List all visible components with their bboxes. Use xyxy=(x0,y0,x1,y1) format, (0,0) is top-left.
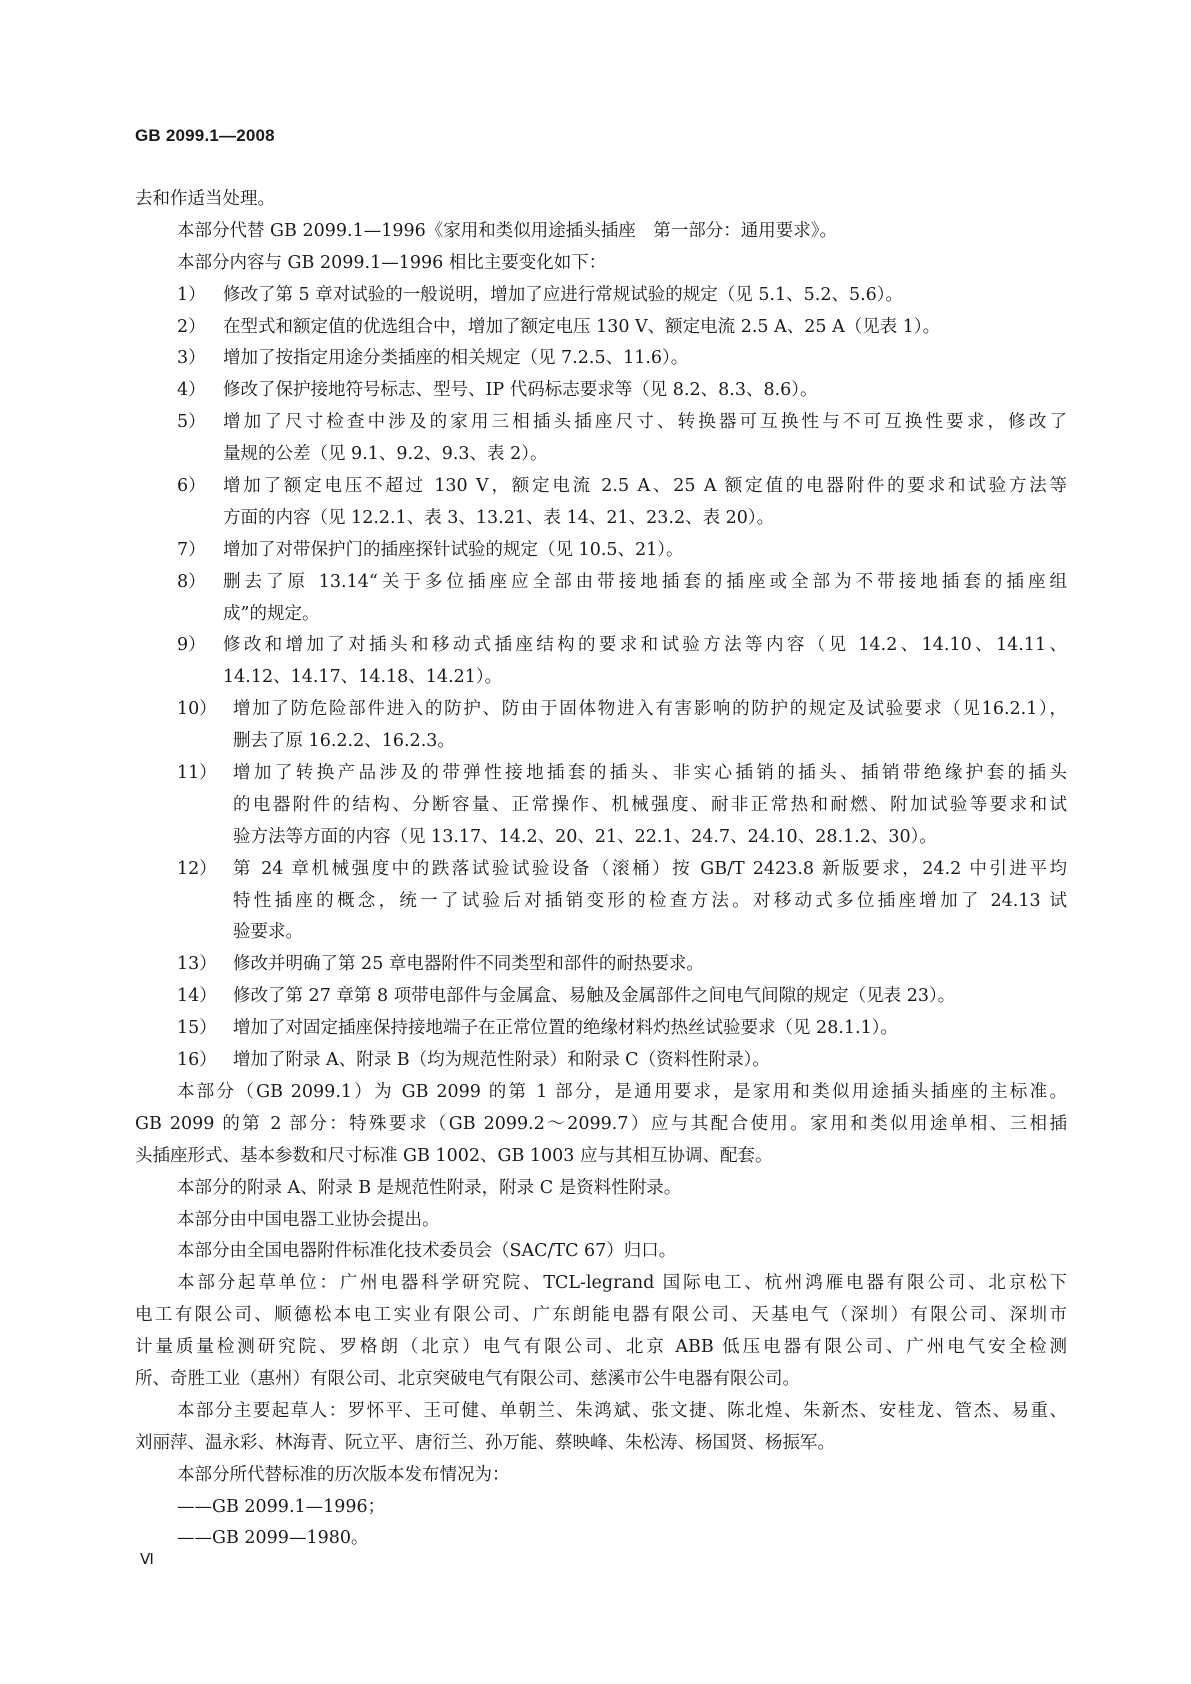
document-code-header: GB 2099.1—2008 xyxy=(135,126,275,145)
text-line: 删去了原 16.2.2、16.2.3。 xyxy=(233,731,455,752)
text-line: 第 24 章机械强度中的跌落试验试验设备（滚桶）按 GB/T 2423.8 新版要求，24.2 中引进平均 xyxy=(233,858,1067,879)
text-line: GB 2099 的第 2 部分：特殊要求（GB 2099.2～2099.7）应与其配合使用。家用和类似用途单相、三相插 xyxy=(135,1113,1067,1134)
text-line: 本部分由中国电器工业协会提出。 xyxy=(177,1209,440,1230)
text-line: ——GB 2099.1—1996； xyxy=(177,1496,386,1517)
text-line: 去和作适当处理。 xyxy=(135,189,275,209)
text-line: 成”的规定。 xyxy=(223,603,320,624)
change-list-item xyxy=(135,1045,1067,1077)
change-list-item xyxy=(135,535,1067,567)
change-list-item xyxy=(135,471,1067,535)
paragraph xyxy=(135,1173,1067,1205)
list-number: 15） xyxy=(177,1018,217,1039)
list-item-text xyxy=(223,471,1067,535)
list-item-text xyxy=(233,758,1067,854)
text-line: 在型式和额定值的优选组合中，增加了额定电压 130 V、额定电流 2.5 A、25 A（见表 1）。 xyxy=(223,316,941,337)
list-number: 16） xyxy=(177,1050,217,1071)
list-number: 6） xyxy=(177,476,206,497)
list-item-text xyxy=(233,981,1067,1013)
text-line: 验要求。 xyxy=(233,922,303,943)
change-list-item xyxy=(135,567,1067,631)
text-line: 本部分的附录 A、附录 B 是规范性附录，附录 C 是资料性附录。 xyxy=(177,1177,682,1198)
text-line: 修改了保护接地符号标志、型号、IP 代码标志要求等（见 8.2、8.3、8.6）。 xyxy=(223,380,818,401)
change-list-item xyxy=(135,312,1067,344)
text-line: 修改了第 5 章对试验的一般说明，增加了应进行常规试验的规定（见 5.1、5.2、5.6）。 xyxy=(223,284,904,305)
paragraph xyxy=(135,1077,1067,1173)
text-line: 删去了原 13.14“关于多位插座应全部由带接地插套的插座或全部为不带接地插套的插座组 xyxy=(223,571,1067,592)
text-line: 本部分代替 GB 2099.1—1996《家用和类似用途插头插座 第一部分：通用要求》。 xyxy=(177,220,837,241)
list-number: 1） xyxy=(177,284,206,305)
text-line: 本部分起草单位：广州电器科学研究院、TCL-legrand 国际电工、杭州鸿雁电器有限公司、北京松下 xyxy=(177,1273,1067,1294)
list-number: 2） xyxy=(177,316,206,337)
list-item-text xyxy=(223,535,1067,567)
list-item-text xyxy=(223,407,1067,471)
text-line: 修改和增加了对插头和移动式插座结构的要求和试验方法等内容（见 14.2、14.10、14.11、 xyxy=(223,635,1067,656)
list-number: 7） xyxy=(177,539,206,560)
text-line: 本部分内容与 GB 2099.1—1996 相比主要变化如下： xyxy=(177,252,607,273)
list-number: 12） xyxy=(177,858,217,879)
document-body xyxy=(135,184,1067,1555)
list-item-text xyxy=(223,343,1067,375)
text-line: 头插座形式、基本参数和尺寸标准 GB 1002、GB 1003 应与其相互协调、配套。 xyxy=(135,1145,773,1166)
list-item-text xyxy=(233,1045,1067,1077)
text-line: 所、奇胜工业（惠州）有限公司、北京突破电气有限公司、慈溪市公牛电器有限公司。 xyxy=(135,1368,800,1389)
text-line: 电工有限公司、顺德松本电工实业有限公司、广东朗能电器有限公司、天基电气（深圳）有限公司、深圳市 xyxy=(135,1305,1067,1326)
paragraph xyxy=(135,184,1067,216)
change-list-item xyxy=(135,758,1067,854)
list-number: 9） xyxy=(177,635,206,656)
text-line: 验方法等方面的内容（见 13.17、14.2、20、21、22.1、24.7、24.10、28.1.2、30）。 xyxy=(233,826,937,847)
text-line: ——GB 2099—1980。 xyxy=(177,1528,369,1549)
change-list-item xyxy=(135,981,1067,1013)
list-number: 5） xyxy=(177,412,206,433)
list-number: 3） xyxy=(177,348,206,369)
text-line: 增加了对带保护门的插座探针试验的规定（见 10.5、21）。 xyxy=(223,539,684,560)
text-line: 计量质量检测研究院、罗格朗（北京）电气有限公司、北京 ABB 低压电器有限公司、广州电气安全检测 xyxy=(135,1337,1067,1358)
text-line: 增加了额定电压不超过 130 V，额定电流 2.5 A、25 A 额定值的电器附件的要求和试验方法等 xyxy=(223,476,1067,497)
text-line: 方面的内容（见 12.2.1、表 3、13.21、表 14、21、23.2、表 20）。 xyxy=(223,507,775,528)
change-list-item xyxy=(135,1013,1067,1045)
paragraph xyxy=(135,1205,1067,1237)
text-line: 本部分由全国电器附件标准化技术委员会（SAC/TC 67）归口。 xyxy=(177,1241,677,1262)
change-list-item xyxy=(135,854,1067,950)
list-number: 14） xyxy=(177,986,217,1007)
text-line: 本部分主要起草人：罗怀平、王可健、单朝兰、朱鸿斌、张文捷、陈北煌、朱新杰、安桂龙、管杰、易重、 xyxy=(177,1400,1067,1421)
paragraph xyxy=(135,216,1067,248)
paragraph xyxy=(135,248,1067,280)
list-item-text xyxy=(223,280,1067,312)
list-number: 4） xyxy=(177,380,206,401)
list-number: 11） xyxy=(177,763,217,784)
list-item-text xyxy=(223,375,1067,407)
text-line: 增加了转换产品涉及的带弹性接地插套的插头、非实心插销的插头、插销带绝缘护套的插头 xyxy=(233,763,1067,784)
text-line: 量规的公差（见 9.1、9.2、9.3、表 2）。 xyxy=(223,444,548,465)
text-line: 本部分（GB 2099.1）为 GB 2099 的第 1 部分，是通用要求，是家用和类似用途插头插座的主标准。 xyxy=(177,1081,1067,1102)
text-line: 增加了防危险部件进入的防护、防由于固体物进入有害影响的防护的规定及试验要求（见16.2.1）， xyxy=(233,699,1067,720)
list-number: 8） xyxy=(177,571,206,592)
list-item-text xyxy=(233,949,1067,981)
paragraph xyxy=(135,1460,1067,1492)
list-item-text xyxy=(233,1013,1067,1045)
paragraph xyxy=(135,1492,1067,1524)
text-line: 增加了对固定插座保持接地端子在正常位置的绝缘材料灼热丝试验要求（见 28.1.1）。 xyxy=(233,1018,898,1039)
text-line: 修改了第 27 章第 8 项带电部件与金属盒、易触及金属部件之间电气间隙的规定（见表 23）。 xyxy=(233,986,956,1007)
text-line: 增加了按指定用途分类插座的相关规定（见 7.2.5、11.6）。 xyxy=(223,348,689,369)
text-line: 本部分所代替标准的历次版本发布情况为： xyxy=(177,1464,510,1485)
text-line: 14.12、14.17、14.18、14.21）。 xyxy=(223,667,503,688)
text-line: 特性插座的概念，统一了试验后对插销变形的检查方法。对移动式多位插座增加了 24.13 试 xyxy=(233,890,1067,911)
change-list-item xyxy=(135,407,1067,471)
text-line: 修改并明确了第 25 章电器附件不同类型和部件的耐热要求。 xyxy=(233,954,704,975)
list-number: 13） xyxy=(177,954,217,975)
change-list-item xyxy=(135,343,1067,375)
paragraph xyxy=(135,1236,1067,1268)
text-line: 刘丽萍、温永彩、林海青、阮立平、唐衍兰、孙万能、蔡映峰、朱松涛、杨国贤、杨振军。 xyxy=(135,1432,835,1453)
list-number: 10） xyxy=(177,699,217,720)
change-list-item xyxy=(135,375,1067,407)
change-list-item xyxy=(135,694,1067,758)
list-item-text xyxy=(233,694,1067,758)
text-line: 增加了附录 A、附录 B（均为规范性附录）和附录 C（资料性附录）。 xyxy=(233,1050,770,1071)
change-list-item xyxy=(135,949,1067,981)
list-item-text xyxy=(223,567,1067,631)
paragraph xyxy=(135,1396,1067,1460)
list-item-text xyxy=(223,630,1067,694)
paragraph xyxy=(135,1268,1067,1396)
change-list-item xyxy=(135,630,1067,694)
page-number: Ⅵ xyxy=(140,1552,154,1568)
paragraph xyxy=(135,1523,1067,1555)
change-list-item xyxy=(135,280,1067,312)
list-item-text xyxy=(223,312,1067,344)
text-line: 的电器附件的结构、分断容量、正常操作、机械强度、耐非正常热和耐燃、附加试验等要求和试 xyxy=(233,794,1067,815)
text-line: 增加了尺寸检查中涉及的家用三相插头插座尺寸、转换器可互换性与不可互换性要求，修改了 xyxy=(223,412,1067,433)
list-item-text xyxy=(233,854,1067,950)
